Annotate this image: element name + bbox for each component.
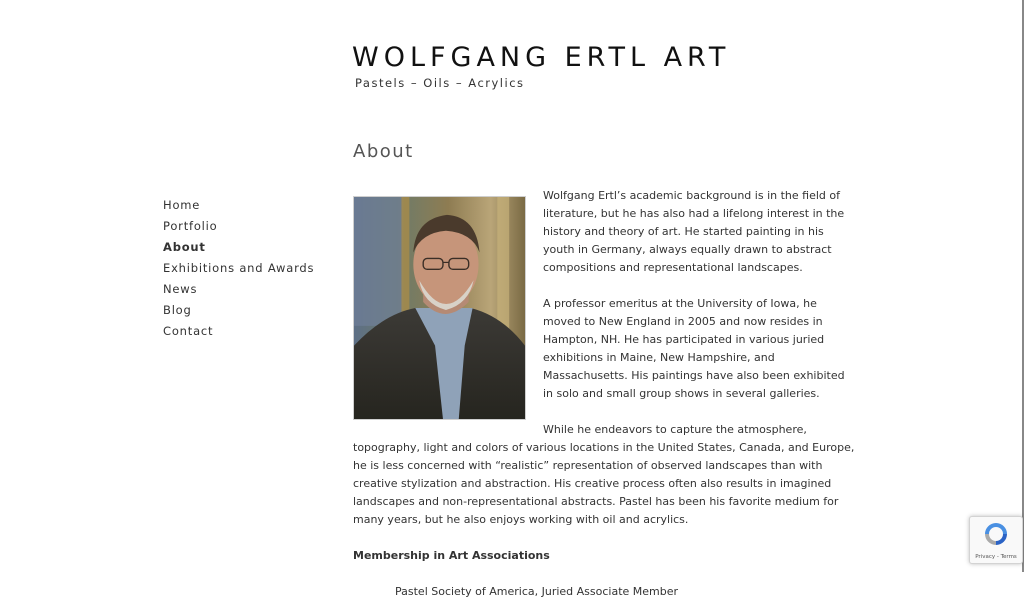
membership-list — [353, 583, 858, 601]
side-nav — [163, 195, 314, 342]
about-paragraph: While he endeavors to capture the atmosphere, topography, light and colors of various locations in the United States, Canada, and Europe, he is less concerned with “realistic” representation of observed landscapes than with creative stylization and abstraction. His creative process often also results in imagined landscapes and non-representational abstracts. Pastel has been his favorite medium for many years, but he also enjoys working with oil and acrylics. — [353, 423, 855, 526]
artist-portrait-photo — [353, 196, 526, 420]
nav-item-portfolio[interactable]: Portfolio — [163, 219, 218, 233]
recaptcha-icon — [983, 521, 1009, 547]
about-paragraph: Wolfgang Ertl’s academic background is in the field of literature, but he has also had a lifelong interest in the history and theory of art. He started painting in his youth in Germany, always equally drawn to abstract compositions and representational landscapes. — [543, 189, 845, 274]
nav-item-home[interactable]: Home — [163, 198, 201, 212]
site-title[interactable]: WOLFGANG ERTL ART — [352, 42, 731, 73]
recaptcha-badge[interactable] — [969, 516, 1023, 564]
membership-list-item: Pastel Society of America, Juried Associate Member — [395, 585, 679, 598]
nav-item-blog[interactable]: Blog — [163, 303, 192, 317]
site-tagline: Pastels – Oils – Acrylics — [355, 76, 525, 90]
about-content — [353, 187, 858, 601]
nav-item-about[interactable]: About — [163, 240, 206, 254]
about-paragraph: A professor emeritus at the University of Iowa, he moved to New England in 2005 and now resides in Hampton, NH. He has participated in various juried exhibitions in Maine, New Hampshire, and Massachusetts. His paintings have also been exhibited in solo and small group shows in several galleries. — [543, 297, 845, 400]
page-title: About — [353, 141, 414, 162]
recaptcha-terms-link[interactable]: Privacy - Terms — [975, 554, 1017, 560]
nav-item-exhibitions-and-awards[interactable]: Exhibitions and Awards — [163, 261, 315, 275]
nav-item-news[interactable]: News — [163, 282, 198, 296]
membership-heading: Membership in Art Associations — [353, 549, 550, 562]
site-header — [352, 40, 730, 90]
nav-item-contact[interactable]: Contact — [163, 324, 214, 338]
